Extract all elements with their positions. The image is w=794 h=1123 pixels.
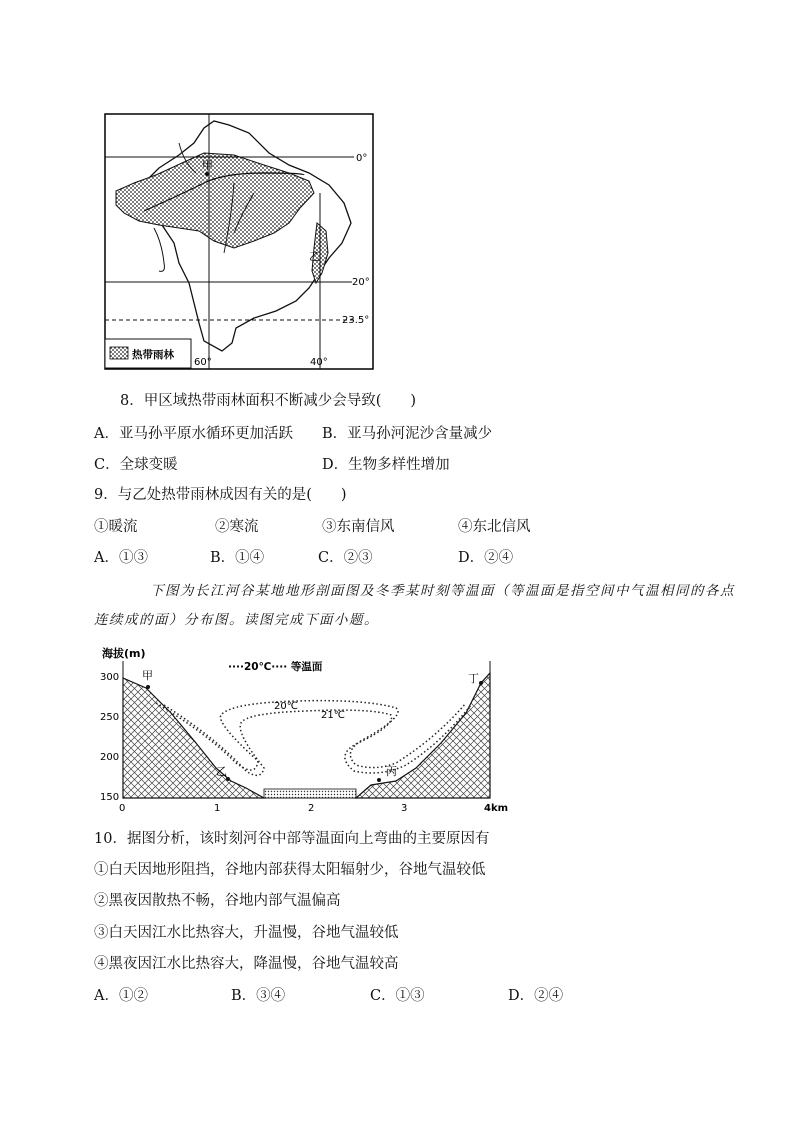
q9-option-c: C．②③ [318, 550, 373, 566]
map-lat-235: 23.5° [342, 315, 370, 326]
q9-item-4: ④东北信风 [458, 519, 531, 535]
q10-item-3: ③白天因江水比热容大，升温慢，谷地气温较低 [94, 925, 399, 941]
map-lon-60: 60° [194, 357, 212, 368]
q10-item-1: ①白天因地形阻挡，谷地内部获得太阳辐射少，谷地气温较低 [94, 862, 486, 878]
q8-option-b: B．亚马孙河泥沙含量减少 [322, 426, 493, 442]
profile-ylabel: 海拔(m) [102, 647, 146, 660]
q9-option-b: B．①④ [210, 550, 265, 566]
profile-ytick-200: 200 [100, 752, 120, 763]
profile-label-ding: 丁 [468, 672, 479, 685]
q10-option-c: C．①③ [370, 988, 425, 1004]
profile-ytick-250: 250 [100, 712, 120, 723]
q8-option-c: C．全球变暖 [94, 457, 178, 473]
profile-ytick-150: 150 [100, 792, 120, 803]
q9-stem: 9．与乙处热带雨林成因有关的是( ) [94, 487, 347, 503]
q10-option-a: A．①② [94, 988, 148, 1004]
q8-stem: 8．甲区域热带雨林面积不断减少会导致( ) [120, 393, 417, 409]
terrain-right [356, 673, 490, 798]
q9-item-3: ③东南信风 [322, 519, 395, 535]
isotherm-21-label: 21℃ [321, 710, 345, 721]
profile-xtick-3: 3 [401, 803, 408, 814]
profile-ytick-300: 300 [100, 672, 120, 683]
river [264, 789, 356, 798]
q8-option-d: D．生物多样性增加 [322, 457, 450, 473]
q9-item-1: ①暖流 [94, 519, 138, 535]
q8-option-a: A．亚马孙平原水循环更加活跃 [94, 426, 293, 442]
q9-option-a: A．①③ [94, 550, 148, 566]
q10-option-d: D．②④ [508, 988, 564, 1004]
q10-option-b: B．③④ [231, 988, 286, 1004]
q9-item-2: ②寒流 [215, 519, 259, 535]
profile-xtick-4: 4km [484, 803, 509, 814]
q10-item-2: ②黑夜因散热不畅，谷地内部气温偏高 [94, 893, 341, 909]
map-label-jia: 甲 [202, 159, 213, 172]
legend-rainforest-swatch [110, 347, 128, 359]
profile-xtick-1: 1 [214, 803, 221, 814]
map-lon-40: 40° [310, 357, 328, 368]
profile-label-bing: 丙 [386, 765, 397, 778]
profile-label-yi: 乙 [216, 765, 227, 778]
valley-profile-figure [96, 643, 516, 815]
map-lat-0: 0° [356, 153, 368, 164]
profile-legend: ····20℃···· 等温面 [228, 661, 323, 673]
map-lat-20: 20° [352, 277, 370, 288]
profile-xtick-2: 2 [308, 803, 315, 814]
south-america-rainforest-map [104, 113, 374, 370]
intro-line-2: 连续成的面）分布图。读图完成下面小题。 [94, 612, 379, 628]
isotherm-20-label: 20℃ [274, 701, 298, 712]
map-label-yi: 乙 [309, 250, 320, 263]
profile-label-jia: 甲 [142, 669, 153, 682]
profile-xtick-0: 0 [119, 803, 126, 814]
q10-item-4: ④黑夜因江水比热容大，降温慢，谷地气温较高 [94, 956, 399, 972]
intro-line-1: 下图为长江河谷某地地形剖面图及冬季某时刻等温面（等温面是指空间中气温相同的各点 [150, 583, 735, 599]
map-legend-label: 热带雨林 [132, 349, 174, 361]
q10-stem: 10．据图分析，该时刻河谷中部等温面向上弯曲的主要原因有 [94, 831, 490, 847]
q9-option-d: D．②④ [458, 550, 514, 566]
